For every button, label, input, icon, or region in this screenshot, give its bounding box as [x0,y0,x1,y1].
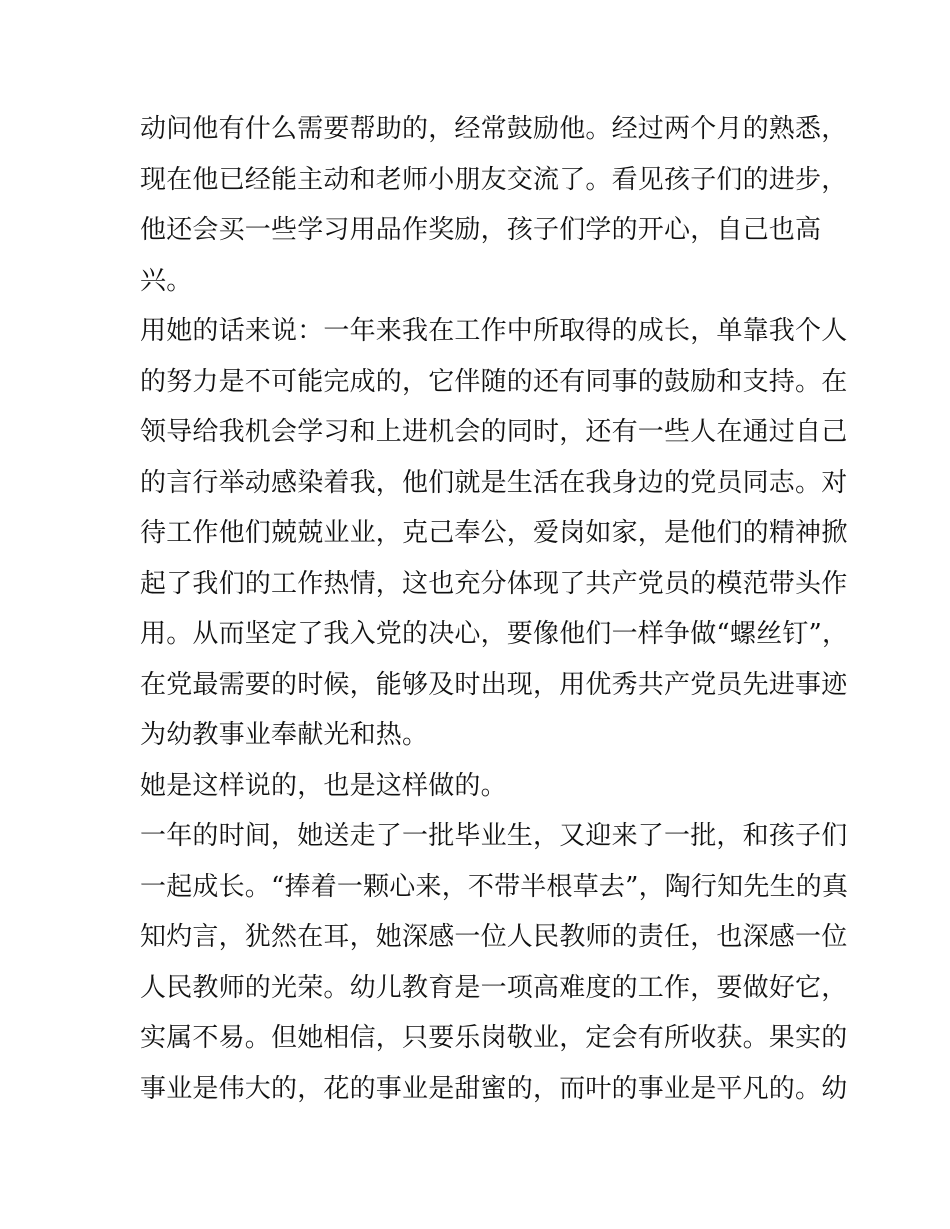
text-line: 一年的时间，她送走了一批毕业生，又迎来了一批，和孩子们 [140,821,848,851]
text-line: 兴。 [140,265,193,296]
text-line: 的言行举动感染着我，他们就是生活在我身边的党员同志。对 [140,467,848,498]
text-line: 动问他有什么需要帮助的，经常鼓励他。经过两个月的熟悉， [140,114,848,144]
text-line: 用。从而坚定了我入党的决心，要像他们一样争做“螺丝钉”， [140,619,849,649]
text-line: 起了我们的工作热情，这也充分体现了共产党员的模范带头作 [140,568,848,599]
text-line: 领导给我机会学习和上进机会的同时，还有一些人在通过自己 [140,417,848,447]
text-line: 待工作他们兢兢业业，克己奉公，爱岗如家，是他们的精神掀 [140,518,848,548]
text-line: 人民教师的光荣。幼儿教育是一项高难度的工作，要做好它， [140,972,848,1003]
text-line: 为幼教事业奉献光和热。 [140,720,429,750]
text-line: 她是这样说的，也是这样做的。 [140,770,507,801]
text-line: 知灼言，犹然在耳，她深感一位人民教师的责任，也深感一位 [140,922,848,952]
text-line: 实属不易。但她相信，只要乐岗敬业，定会有所收获。果实的 [140,1023,848,1053]
text-line: 现在他已经能主动和老师小朋友交流了。看见孩子们的进步， [140,164,848,195]
text-line: 事业是伟大的，花的事业是甜蜜的，而叶的事业是平凡的。幼 [140,1073,848,1104]
text-line: 用她的话来说：一年来我在工作中所取得的成长，单靠我个人 [140,316,848,346]
document-body [140,104,849,1114]
text-line: 一起成长。“捧着一颗心来，不带半根草去”，陶行知先生的真 [140,871,849,902]
text-line: 在党最需要的时候，能够及时出现，用优秀共产党员先进事迹 [140,669,848,700]
text-line: 他还会买一些学习用品作奖励，孩子们学的开心，自己也高 [140,215,822,245]
text-line: 的努力是不可能完成的，它伴随的还有同事的鼓励和支持。在 [140,366,848,397]
